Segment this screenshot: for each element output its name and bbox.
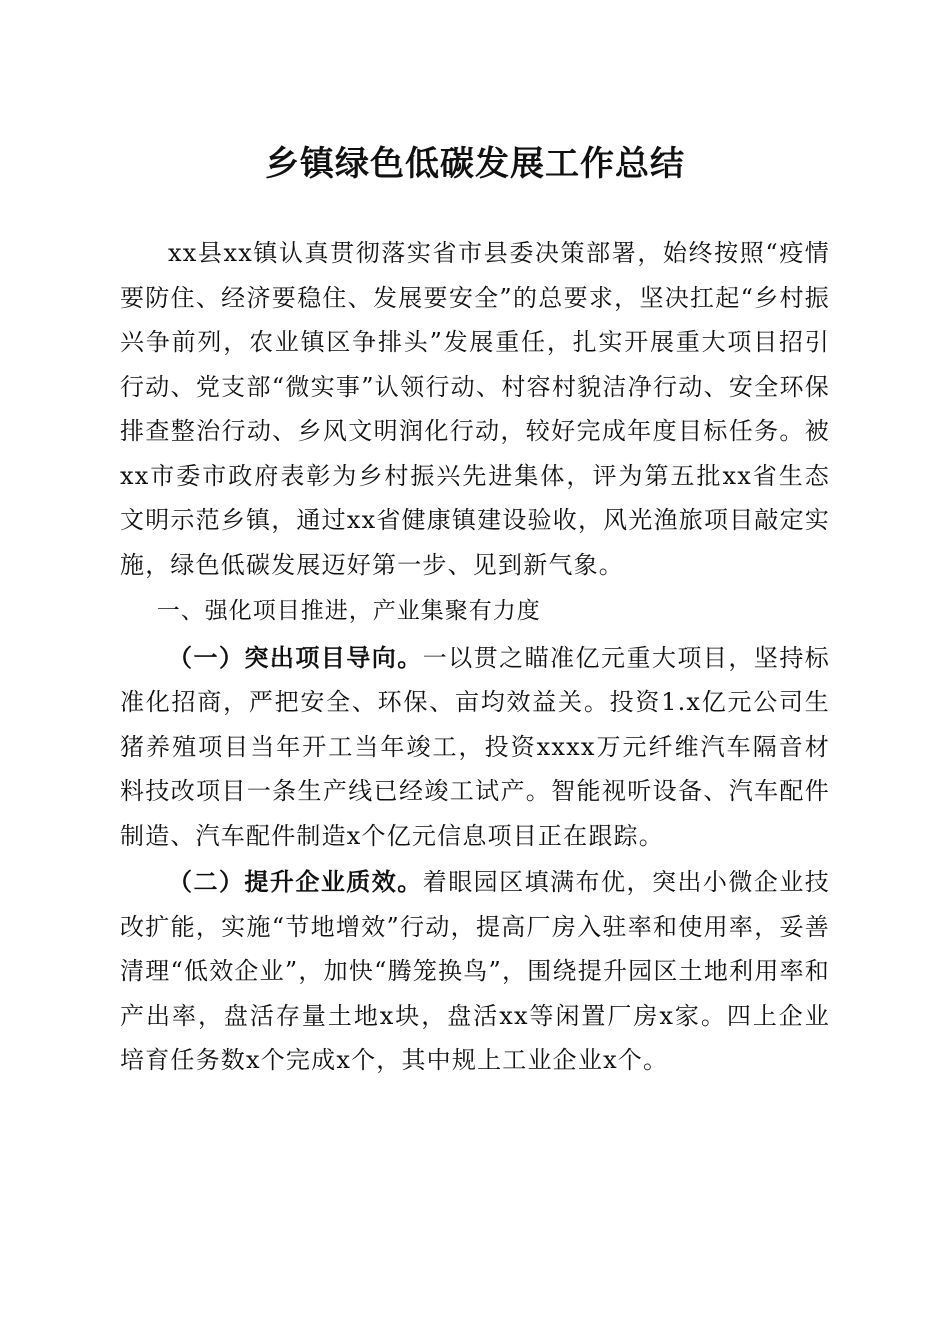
section1-item2-heading: （二）提升企业质效。 bbox=[168, 868, 423, 896]
section1-item1-paragraph bbox=[120, 636, 830, 859]
section1-item2-text: 着眼园区填满布优，突出小微企业技改扩能，实施“节地增效”行动，提高厂房入驻率和使用率，妥善清理“低效企业”，加快“腾笼换鸟”，围绕提升园区土地利用率和产出率，盘活存量土地x块，盘活xx等闲置厂房x家。四上企业培育任务数x个完成x个，其中规上工业企业x个。 bbox=[120, 868, 830, 1074]
document-body bbox=[120, 231, 830, 1085]
section-heading-1: 一、强化项目推进，产业集聚有力度 bbox=[156, 598, 541, 624]
intro-paragraph: xx县xx镇认真贯彻落实省市县委决策部署，始终按照“疫情要防住、经济要稳住、发展要安全”的总要求，坚决扛起“乡村振兴争前列，农业镇区争排头”发展重任，扎实开展重大项目招引行动、党支部“微实事”认领行动、村容村貌洁净行动、安全环保排查整治行动、乡风文明润化行动，较好完成年度目标任务。被xx市委市政府表彰为乡村振兴先进集体，评为第五批xx省生态文明示范乡镇，通过xx省健康镇建设验收，风光渔旅项目敲定实施，绿色低碳发展迈好第一步、见到新气象。 bbox=[120, 239, 830, 579]
section1-item1-text: 一以贯之瞄准亿元重大项目，坚持标准化招商，严把安全、环保、亩均效益关。投资1.x亿元公司生猪养殖项目当年开工当年竣工，投资xxxx万元纤维汽车隔音材料技改项目一条生产线已经竣工试产。智能视听设备、汽车配件制造、汽车配件制造x个亿元信息项目正在跟踪。 bbox=[120, 643, 830, 850]
section1-item1-heading: （一）突出项目导向。 bbox=[168, 643, 423, 672]
section1-item2-paragraph bbox=[120, 860, 830, 1083]
document-title: 乡镇绿色低碳发展工作总结 bbox=[265, 144, 685, 184]
